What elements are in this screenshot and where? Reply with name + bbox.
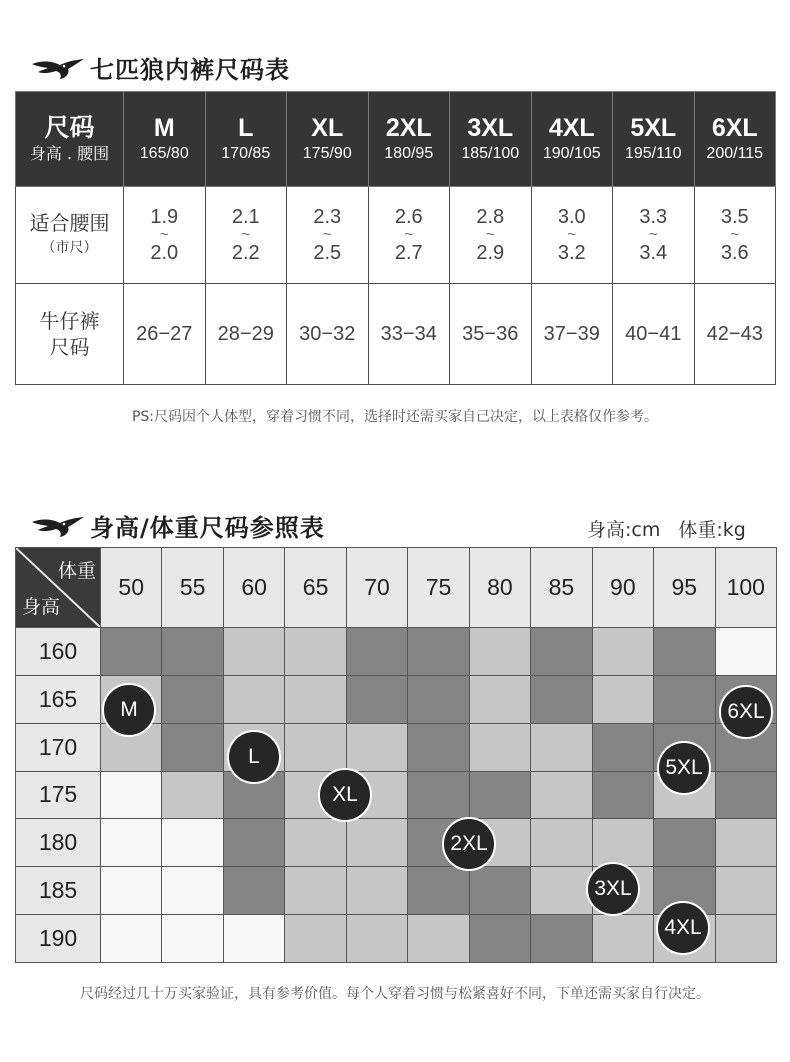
size-spec: 170/85: [221, 145, 271, 162]
grid-cell: [593, 819, 654, 867]
grid-cell: [285, 915, 346, 963]
waist-cell: [450, 187, 532, 284]
grid-cell: [654, 628, 715, 676]
jeans-cell: 35−36: [450, 284, 532, 385]
size-header-cell: [124, 92, 206, 187]
waist-row-label-cell: [16, 187, 124, 284]
size-header-label: 尺码: [44, 113, 95, 142]
size-label: 5XL: [630, 114, 677, 142]
size-label: 6XL: [711, 114, 758, 142]
grid-cell: [470, 867, 531, 915]
grid-cell: [101, 819, 162, 867]
waist-row: [16, 187, 776, 284]
size-header-cell: [205, 92, 287, 187]
weight-header-cell: 90: [593, 548, 654, 628]
waist-tilde: ~: [322, 226, 332, 243]
grid-cell: [593, 628, 654, 676]
waist-to: 3.4: [639, 242, 668, 264]
grid-cell: [101, 772, 162, 820]
waist-from: 3.3: [639, 206, 668, 228]
jeans-row-label-line1: 牛仔裤: [39, 309, 100, 333]
size-label: M: [153, 114, 175, 142]
waist-from: 1.9: [150, 206, 179, 228]
height-weight-title-bar: [30, 508, 325, 543]
weight-header-cell: 95: [654, 548, 715, 628]
units-legend: [587, 515, 746, 542]
size-label: XL: [311, 114, 344, 142]
weight-header-cell: 60: [224, 548, 285, 628]
grid-cell: [716, 628, 777, 676]
waist-to: 2.2: [231, 242, 260, 264]
wolf-logo-icon: [30, 54, 86, 82]
jeans-row-label-line2: 尺码: [49, 335, 90, 359]
grid-cell: [347, 915, 408, 963]
grid-cell: [531, 819, 592, 867]
waist-from: 2.3: [313, 206, 342, 228]
grid-cell: [408, 724, 469, 772]
grid-cell: [101, 915, 162, 963]
size-header-cell: [450, 92, 532, 187]
jeans-cell: 33−34: [368, 284, 450, 385]
waist-tilde: ~: [241, 226, 251, 243]
height-weight-title: 身高/体重尺码参照表: [90, 514, 325, 542]
waist-cell: [124, 187, 206, 284]
jeans-cell: 42−43: [694, 284, 776, 385]
grid-cell: [716, 772, 777, 820]
grid-cell: [224, 628, 285, 676]
grid-cell: [162, 867, 223, 915]
size-badge-m: M: [102, 683, 156, 737]
grid-cell: [716, 915, 777, 963]
grid-cell: [408, 676, 469, 724]
waist-from: 2.1: [231, 206, 260, 228]
grid-cell: [285, 724, 346, 772]
weight-header-cell: 65: [285, 548, 346, 628]
size-label: 2XL: [385, 114, 432, 142]
grid-cell: [101, 628, 162, 676]
jeans-cell: 26−27: [124, 284, 206, 385]
height-row-header: 170: [16, 724, 101, 772]
corner-weight-label: 体重: [57, 560, 96, 582]
grid-cell: [285, 819, 346, 867]
grid-cell: [470, 724, 531, 772]
waist-to: 2.5: [313, 242, 342, 264]
grid-cell: [593, 724, 654, 772]
grid-cell: [101, 867, 162, 915]
grid-cell: [716, 819, 777, 867]
weight-header-cell: 100: [716, 548, 777, 628]
size-table: [15, 91, 776, 385]
jeans-cell: 37−39: [531, 284, 613, 385]
waist-cell: [694, 187, 776, 284]
size-badge-5xl: 5XL: [657, 741, 711, 795]
grid-cell: [162, 772, 223, 820]
size-spec: 200/115: [706, 145, 764, 162]
size-chart-title-bar: [30, 50, 290, 85]
grid-cell: [162, 628, 223, 676]
grid-note: 尺码经过几十万买家验证，具有参考价值。每个人穿着习惯与松紧喜好不同，下单还需买家自行决定。: [80, 986, 710, 1002]
weight-header-cell: 80: [470, 548, 531, 628]
grid-cell: [285, 867, 346, 915]
grid-cell: [347, 724, 408, 772]
size-spec: 190/105: [542, 145, 601, 162]
height-row-header: 165: [16, 676, 101, 724]
grid-cell: [224, 819, 285, 867]
size-badge-l: L: [227, 730, 281, 784]
weight-header-cell: 70: [347, 548, 408, 628]
height-row-header: 185: [16, 867, 101, 915]
size-label: L: [238, 114, 254, 142]
waist-cell: [613, 187, 695, 284]
jeans-cell: 28−29: [205, 284, 287, 385]
grid-cell: [285, 628, 346, 676]
grid-cell: [162, 915, 223, 963]
grid-cell: [408, 867, 469, 915]
grid-cell: [162, 724, 223, 772]
size-header-cell: [613, 92, 695, 187]
size-badge-3xl: 3XL: [586, 862, 640, 916]
size-badge-4xl: 4XL: [656, 901, 710, 955]
waist-tilde: ~: [404, 226, 414, 243]
height-row-header: 160: [16, 628, 101, 676]
grid-corner-cell: [16, 548, 101, 628]
height-row-header: 190: [16, 915, 101, 963]
grid-cell: [285, 676, 346, 724]
grid-cell: [470, 915, 531, 963]
grid-cell: [593, 915, 654, 963]
grid-cell: [531, 628, 592, 676]
grid-cell: [531, 724, 592, 772]
weight-header-cell: 85: [531, 548, 592, 628]
grid-cell: [408, 915, 469, 963]
grid-cell: [224, 915, 285, 963]
grid-cell: [531, 867, 592, 915]
jeans-cell: 40−41: [613, 284, 695, 385]
size-spec: 185/100: [461, 145, 520, 162]
waist-from: 2.6: [394, 206, 423, 228]
grid-cell: [593, 676, 654, 724]
size-spec: 195/110: [624, 145, 682, 162]
grid-cell: [347, 819, 408, 867]
grid-cell: [470, 628, 531, 676]
size-badge-2xl: 2XL: [442, 817, 496, 871]
waist-row-sublabel: （市尺）: [41, 240, 98, 256]
size-label: 4XL: [548, 114, 595, 142]
grid-cell: [531, 915, 592, 963]
size-header-label-cell: [16, 92, 124, 187]
waist-row-label: 适合腰围: [29, 211, 110, 235]
size-header-cell: [531, 92, 613, 187]
size-badge-6xl: 6XL: [719, 685, 773, 739]
size-header-cell: [694, 92, 776, 187]
grid-cell: [224, 676, 285, 724]
waist-from: 3.5: [720, 206, 749, 228]
size-table-note: PS:尺码因个人体型，穿着习惯不同，选择时还需买家自己决定，以上表格仅作参考。: [131, 409, 659, 425]
grid-cell: [531, 676, 592, 724]
size-label: 3XL: [467, 114, 514, 142]
waist-cell: [531, 187, 613, 284]
waist-from: 2.8: [476, 206, 505, 228]
waist-to: 2.7: [394, 242, 423, 264]
grid-cell: [347, 628, 408, 676]
grid-cell: [654, 676, 715, 724]
waist-tilde: ~: [159, 226, 169, 243]
grid-cell: [408, 772, 469, 820]
waist-to: 3.6: [720, 242, 749, 264]
grid-cell: [470, 772, 531, 820]
grid-cell: [408, 628, 469, 676]
size-chart-title: 七匹狼内裤尺码表: [90, 56, 290, 84]
waist-tilde: ~: [567, 226, 577, 243]
grid-cell: [347, 676, 408, 724]
waist-cell: [287, 187, 369, 284]
weight-header-cell: 55: [162, 548, 223, 628]
weight-header-cell: 50: [101, 548, 162, 628]
size-spec: 180/95: [384, 145, 434, 162]
weight-header-cell: 75: [408, 548, 469, 628]
grid-cell: [593, 772, 654, 820]
waist-to: 2.0: [150, 242, 179, 264]
size-spec: 165/80: [139, 145, 189, 162]
grid-cell: [347, 867, 408, 915]
wolf-logo-icon: [30, 512, 86, 540]
corner-height-label: 身高: [22, 596, 61, 618]
waist-from: 3.0: [557, 206, 586, 228]
waist-to: 3.2: [557, 242, 586, 264]
height-unit: 身高:cm: [587, 519, 661, 541]
height-row-header: 180: [16, 819, 101, 867]
grid-cell: [162, 819, 223, 867]
size-spec: 175/90: [302, 145, 352, 162]
size-header-row: [16, 92, 776, 187]
waist-cell: [368, 187, 450, 284]
size-header-cell: [287, 92, 369, 187]
height-row-header: 175: [16, 772, 101, 820]
jeans-cell: 30−32: [287, 284, 369, 385]
jeans-row: [16, 284, 776, 385]
size-badge-xl: XL: [318, 768, 372, 822]
waist-tilde: ~: [648, 226, 658, 243]
jeans-row-label-cell: [16, 284, 124, 385]
grid-cell: [162, 676, 223, 724]
waist-tilde: ~: [730, 226, 740, 243]
grid-cell: [531, 772, 592, 820]
grid-cell: [470, 676, 531, 724]
grid-cell: [654, 819, 715, 867]
grid-cell: [716, 867, 777, 915]
size-header-cell: [368, 92, 450, 187]
size-header-sublabel: 身高 . 腰围: [29, 144, 110, 163]
waist-to: 2.9: [476, 242, 505, 264]
weight-unit: 体重:kg: [678, 519, 746, 541]
waist-cell: [205, 187, 287, 284]
grid-cell: [224, 867, 285, 915]
waist-tilde: ~: [485, 226, 495, 243]
